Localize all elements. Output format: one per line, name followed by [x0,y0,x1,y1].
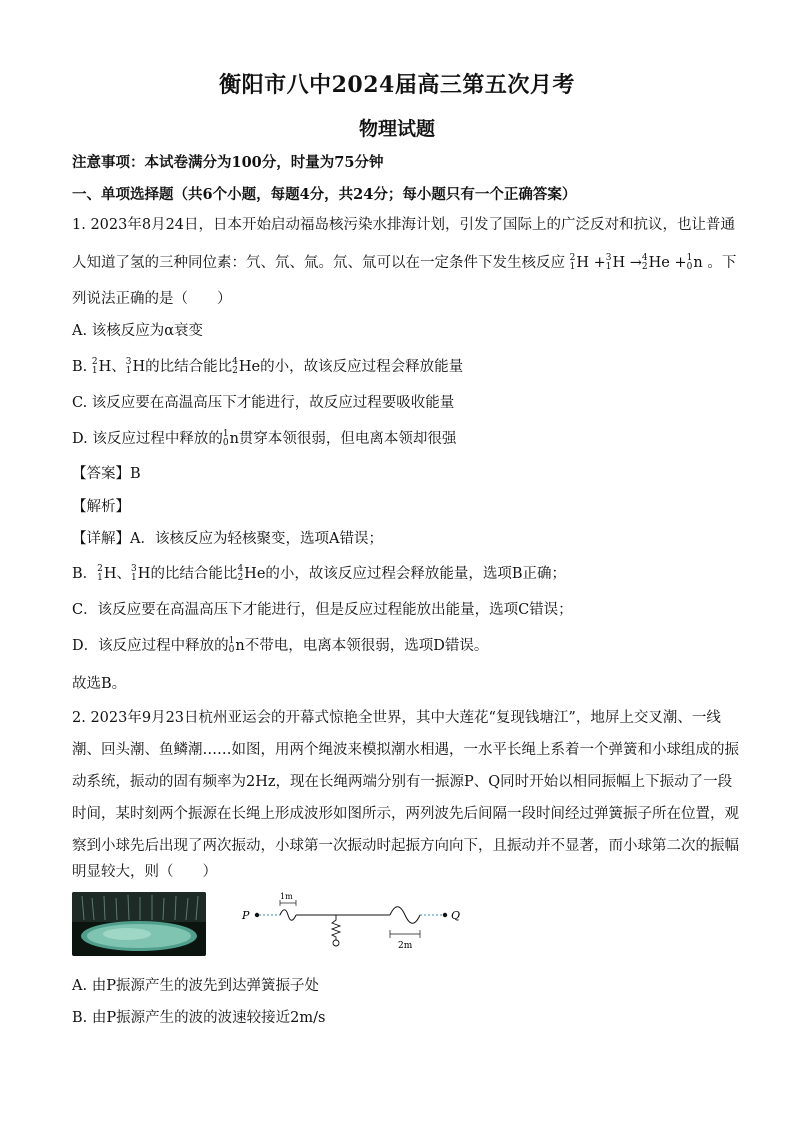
q2-line-5: 察到小球先后出现了两次振动，小球第一次振动时起振方向向下，且振动并不显著，而小球第二次的振幅 [72,838,739,854]
q1-answer: 【答案】B [72,466,141,482]
label-1m: 1m [280,892,293,901]
q1-detail-d: D．该反应过程中释放的 1 0 n不带电，电离本领很弱，选项D错误。 [72,636,489,655]
q1-analysis: 【解析】 [72,499,130,515]
label-p: P [242,909,250,922]
q2-line-2: 潮、回头潮、鱼鳞潮……如图，用两个绳波来模拟潮水相遇，一水平长绳上系着一个弹簧和小球组成的振 [72,742,739,758]
q2-option-b: B. 由P振源产生的波的波速较接近2m/s [72,1010,326,1026]
q1-detail-c: C．该反应要在高温高压下才能进行，但是反应过程能放出能量，选项C错误； [72,602,573,618]
section-heading: 一、单项选择题（共6个小题，每题4分，共24分；每小题只有一个正确答案） [72,186,577,203]
q1-conclusion: 故选B。 [72,676,127,692]
q2-option-a: A. 由P振源产生的波先到达弹簧振子处 [72,978,319,994]
exam-title: 衡阳市八中2024届高三第五次月考 [219,72,575,98]
q1-detail-a: 【详解】A．该核反应为轻核聚变，选项A错误； [72,531,383,547]
q1-line-2-tail: 。下 [707,255,737,271]
ball [333,940,339,946]
q1-line-3: 列说法正确的是（ ） [72,291,232,307]
label-q: Q [451,909,461,922]
q1-option-b: B. 2 1 H、 3 1 H的比结合能比 4 2 He的小，故该反应过程会释放能量 [72,357,464,376]
q1-line-1: 1. 2023年8月24日，日本开始启动福岛核污染水排海计划，引发了国际上的广泛反对和抗议，也让普通 [72,217,736,233]
label-2m: 2m [398,941,413,951]
wave-diagram [240,890,470,960]
nuclear-equation: 2 1 H + 3 1 H → 4 2 He + 1 0 n [569,253,703,272]
q1-option-d: D. 该反应过程中释放的 1 0 n贯穿本领很弱，但电离本领却很强 [72,429,457,448]
q1-option-a: A. 该核反应为α衰变 [72,323,203,339]
q2-line-4: 时间，某时刻两个振源在长绳上形成波形如图所示，两列波先后间隔一段时间经过弹簧振子所在位置，观 [72,806,739,822]
subject-title: 物理试题 [358,118,435,140]
q2-line-1: 2. 2023年9月23日杭州亚运会的开幕式惊艳全世界，其中大莲花“复现钱塘江”，地屏上交叉潮、一线 [72,710,721,726]
q1-line-2-text: 人知道了氢的三种同位素：氕、氘、氚。氘、氚可以在一定条件下发生核反应 [72,255,565,271]
source-p [255,913,259,917]
iso-label: 2 1 [569,253,576,272]
source-q [443,913,447,917]
q1-option-c: C. 该反应要在高温高压下才能进行，故反应过程要吸收能量 [72,395,455,411]
q1-detail-b: B． 2 1 H、 3 1 H的比结合能比 4 2 He的小，故该反应过程会释放能量，选项B正确； [72,564,567,583]
notice: 注意事项：本试卷满分为100分，时量为75分钟 [72,154,384,171]
stadium-photo [72,892,206,956]
q1-line-2 [72,251,736,272]
q2-line-3: 动系统，振动的固有频率为2Hz，现在长绳两端分别有一振源P、Q同时开始以相同振幅上下振动了一段 [72,774,733,790]
q2-line-6: 明显较大，则（ ） [72,864,217,880]
